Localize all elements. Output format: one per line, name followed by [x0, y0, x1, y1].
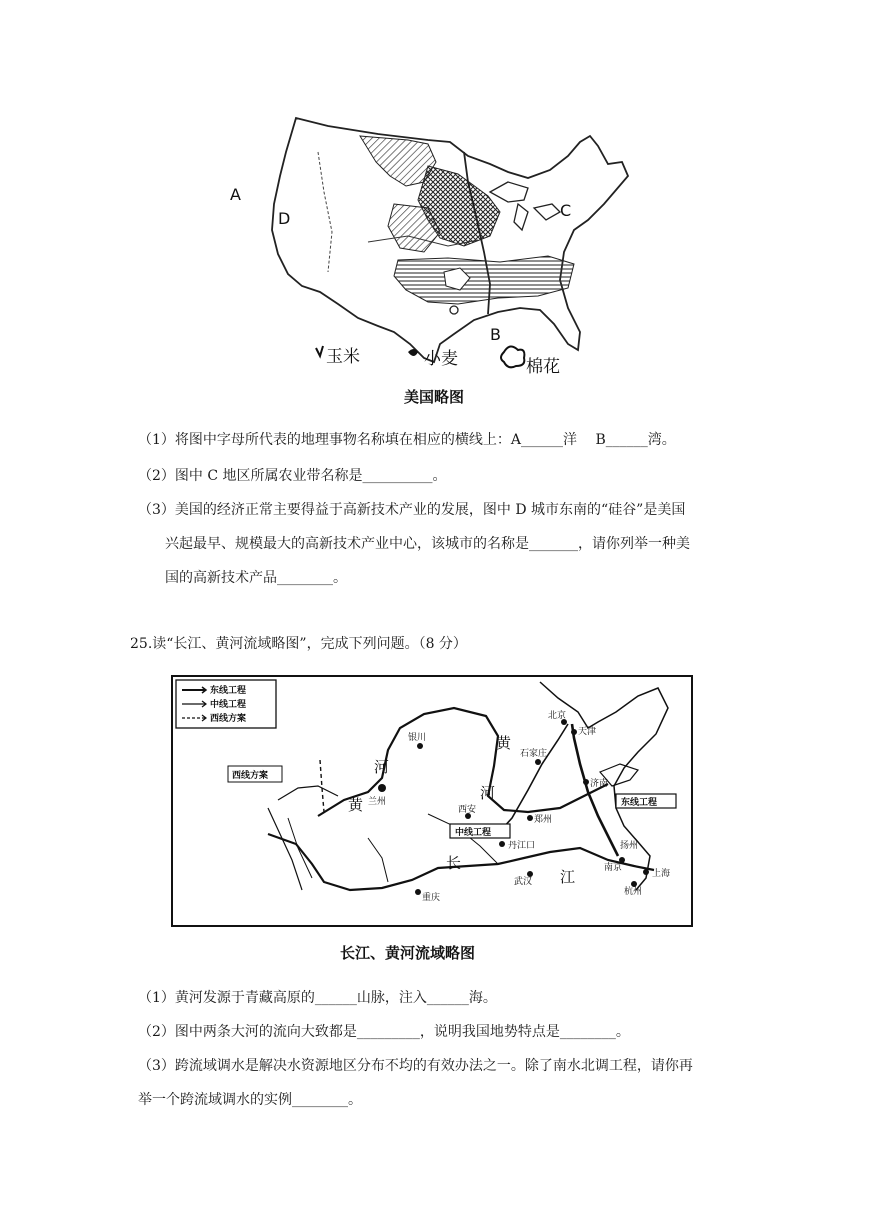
label-wuhan: 武汉 [514, 877, 533, 887]
label-west-plan: 西线方案 [232, 771, 269, 781]
legend-middle: 中线工程 [210, 700, 247, 710]
legend-cotton: 棉花 [526, 357, 560, 377]
legend-west: 西线方案 [210, 714, 247, 724]
label-yangzhou: 扬州 [620, 841, 639, 851]
label-shijiazhuang: 石家庄 [520, 749, 548, 759]
label-middle-box: 中线工程 [455, 828, 492, 838]
label-zhengzhou: 郑州 [534, 815, 553, 825]
label-yinchuan: 银川 [408, 733, 427, 743]
q25-line-2: （2）图中两条大河的流向大致都是_________，说明我国地势特点是________。 [138, 1024, 630, 1040]
q25-line-3b: 举一个跨流域调水的实例________。 [138, 1092, 362, 1108]
q24-line-3b: 兴起最早、规模最大的高新技术产业中心，该城市的名称是_______，请你列举一种美 [165, 536, 690, 552]
corn-icon [316, 346, 323, 356]
q24-line-1: （1）将图中字母所代表的地理事物名称填在相应的横线上：A______洋 B______湾。 [138, 432, 676, 448]
west-route [320, 760, 324, 812]
label-east-box: 东线工程 [621, 798, 658, 808]
label-lanzhou: 兰州 [368, 797, 387, 807]
label-he: 河 [374, 758, 390, 776]
label-chang: 长 [446, 854, 462, 872]
label-chongqing: 重庆 [422, 893, 441, 903]
label-tianjin: 天津 [578, 727, 597, 737]
map1-legend [316, 346, 560, 377]
letter-c: C [560, 201, 572, 220]
label-jiang: 江 [560, 868, 576, 886]
label-beijing: 北京 [548, 711, 567, 721]
label-huang: 黄 [348, 796, 364, 814]
q25-line-3a: （3）跨流域调水是解决水资源地区分布不均的有效办法之一。除了南水北调工程，请你再 [138, 1058, 693, 1074]
label-hangzhou: 杭州 [624, 887, 643, 897]
legend-east: 东线工程 [210, 686, 247, 696]
label-xian: 西安 [458, 805, 477, 815]
letter-b: B [490, 325, 501, 344]
q24-line-3a: （3）美国的经济正常主要得益于高新技术产业的发展，图中 D 城市东南的“硅谷”是美国 [138, 502, 686, 518]
map2-caption: 长江、黄河流域略图 [340, 944, 476, 962]
legend-corn: 玉米 [326, 347, 360, 367]
rivers-map [168, 668, 710, 968]
label-danjiangkou: 丹江口 [508, 841, 536, 851]
label-shanghai: 上海 [652, 869, 671, 879]
usa-map [228, 112, 638, 412]
label-nanjing: 南京 [604, 863, 623, 873]
q25-title: 25.读“长江、黄河流域略图”，完成下列问题。（8 分） [130, 636, 467, 652]
q24-line-3c: 国的高新技术产品________。 [165, 570, 347, 586]
q24-line-2: （2）图中 C 地区所属农业带名称是__________。 [138, 468, 447, 484]
legend-wheat: 小麦 [424, 349, 458, 369]
label-huang2: 黄 [496, 734, 512, 752]
cotton-icon [501, 346, 524, 367]
letter-a: A [230, 185, 241, 204]
label-he2: 河 [480, 784, 496, 802]
q25-line-1: （1）黄河发源于青藏高原的______山脉，注入______海。 [138, 990, 497, 1006]
letter-d: D [278, 209, 291, 228]
label-jinan: 济南 [590, 779, 609, 789]
map1-caption: 美国略图 [404, 388, 465, 406]
